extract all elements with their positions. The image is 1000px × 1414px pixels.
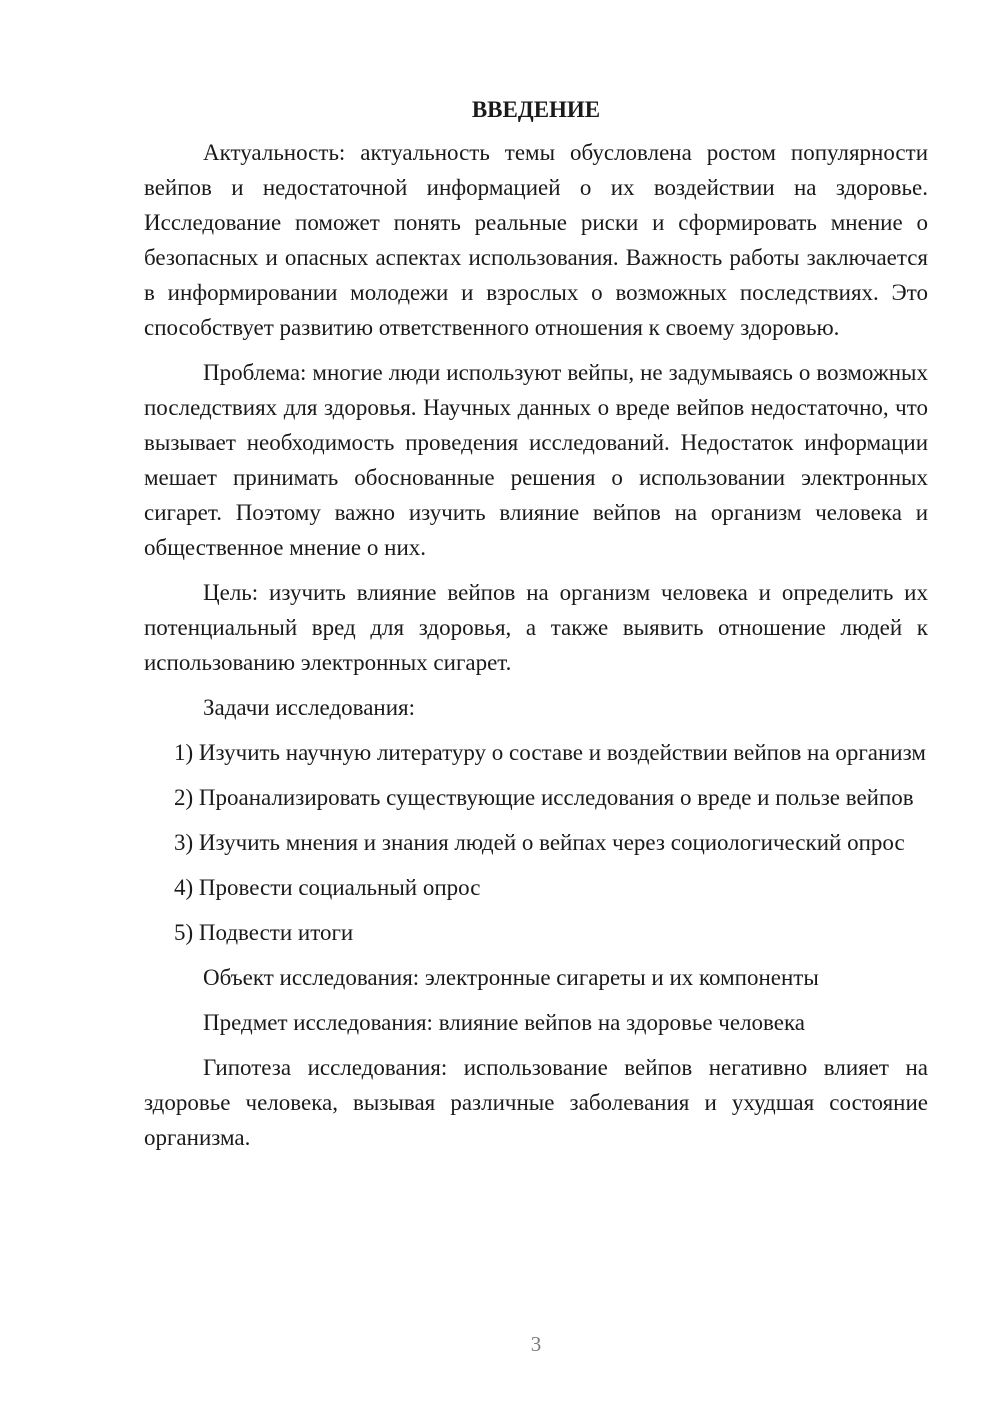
task-item-1: 1) Изучить научную литературу о составе и воздействии вейпов на организм bbox=[174, 740, 926, 765]
object-paragraph: Объект исследования: электронные сигареты и их компоненты bbox=[203, 965, 819, 990]
task-item-5: 5) Подвести итоги bbox=[174, 920, 354, 945]
task-item-2: 2) Проанализировать существующие исследования о вреде и пользе вейпов bbox=[174, 785, 914, 810]
subject-paragraph: Предмет исследования: влияние вейпов на здоровье человека bbox=[203, 1010, 806, 1035]
task-item-3: 3) Изучить мнения и знания людей о вейпах через социологический опрос bbox=[174, 830, 905, 855]
task-item-4: 4) Провести социальный опрос bbox=[174, 875, 481, 900]
page-number: 3 bbox=[530, 1332, 542, 1356]
hypothesis-paragraph: Гипотеза исследования: использование вейпов негативно влияет на здоровье человека, вызывая различные заболевания и ухудшая состояние организма. bbox=[144, 1055, 928, 1150]
goal-paragraph: Цель: изучить влияние вейпов на организм человека и определить их потенциальный вред для здоровья, а также выявить отношение людей к использованию электронных сигарет. bbox=[144, 580, 928, 675]
section-heading: ВВЕДЕНИЕ bbox=[471, 97, 601, 122]
page-content bbox=[144, 95, 928, 1155]
problem-paragraph: Проблема: многие люди используют вейпы, не задумываясь о возможных последствиях для здоровья. Научных данных о вреде вейпов недостаточно, что вызывает необходимость проведения исследований. Недостаток информации мешает принимать обоснованные решения о использовании электронных сигарет. Поэтому важно изучить влияние вейпов на организм человека и общественное мнение о них. bbox=[144, 360, 928, 560]
relevance-paragraph: Актуальность: актуальность темы обусловлена ростом популярности вейпов и недостаточной информацией о их воздействии на здоровье. Исследование поможет понять реальные риски и сформировать мнение о безопасных и опасных аспектах использования. Важность работы заключается в информировании молодежи и взрослых о возможных последствиях. Это способствует развитию ответственного отношения к своему здоровью. bbox=[144, 140, 928, 340]
tasks-heading: Задачи исследования: bbox=[203, 695, 416, 720]
tasks-list bbox=[144, 735, 928, 950]
